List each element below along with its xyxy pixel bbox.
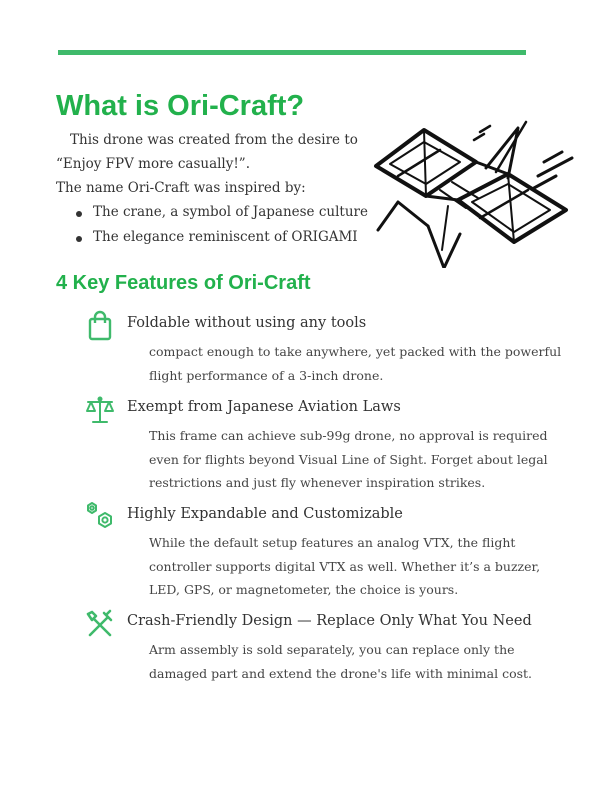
list-item: [56, 225, 386, 250]
feature-description-line: This frame can achieve sub-99g drone, no approval is required: [149, 428, 548, 443]
list-item-text: The elegance reminiscent of ORIGAMI: [93, 229, 358, 245]
feature-description-line: damaged part and extend the drone's life with minimal cost.: [149, 665, 533, 681]
feature-description: [149, 638, 559, 685]
feature-description: [149, 531, 559, 602]
features-heading: 4 Key Features of Ori-Craft: [56, 272, 311, 294]
feature-description-line: even for flights beyond Visual Line of Sight. Forget about legal: [149, 451, 548, 467]
shopping-bag-icon: [84, 310, 116, 342]
bullet-dot-icon: [76, 236, 82, 242]
inspiration-list: [56, 200, 386, 250]
list-item: [56, 200, 386, 225]
origami-drone-illustration: [368, 118, 578, 268]
feature-description-line: compact enough to take anywhere, yet packed with the powerful: [149, 344, 562, 359]
feature-title: Exempt from Japanese Aviation Laws: [127, 399, 401, 415]
tools-icon: [84, 608, 116, 640]
list-item-text: The crane, a symbol of Japanese culture: [93, 204, 368, 220]
feature-description-line: LED, GPS, or magnetometer, the choice is yours.: [149, 582, 459, 597]
feature-description: [149, 340, 562, 387]
feature-description-line: restrictions and just fly whenever inspiration strikes.: [149, 475, 486, 490]
gears-icon: [84, 501, 116, 533]
feature-description-line: flight performance of a 3-inch drone.: [149, 367, 384, 383]
intro-line: This drone was created from the desire to: [70, 132, 358, 148]
intro-text: [56, 128, 386, 250]
scale-icon: [84, 394, 116, 426]
page-title: What is Ori-Craft?: [56, 90, 305, 122]
feature-title: Highly Expandable and Customizable: [127, 506, 403, 522]
feature-description-line: While the default setup features an analog VTX, the flight: [149, 535, 516, 550]
top-divider: [58, 50, 526, 55]
feature-title: Foldable without using any tools: [127, 315, 367, 331]
feature-description-line: controller supports digital VTX as well. Whether it’s a buzzer,: [149, 558, 541, 574]
feature-title: Crash-Friendly Design — Replace Only What You Need: [127, 613, 532, 629]
feature-description: [149, 424, 559, 495]
feature-description-line: Arm assembly is sold separately, you can replace only the: [149, 642, 515, 657]
intro-line: “Enjoy FPV more casually!”.: [56, 156, 250, 172]
intro-line: The name Ori-Craft was inspired by:: [56, 180, 306, 196]
bullet-dot-icon: [76, 211, 82, 217]
